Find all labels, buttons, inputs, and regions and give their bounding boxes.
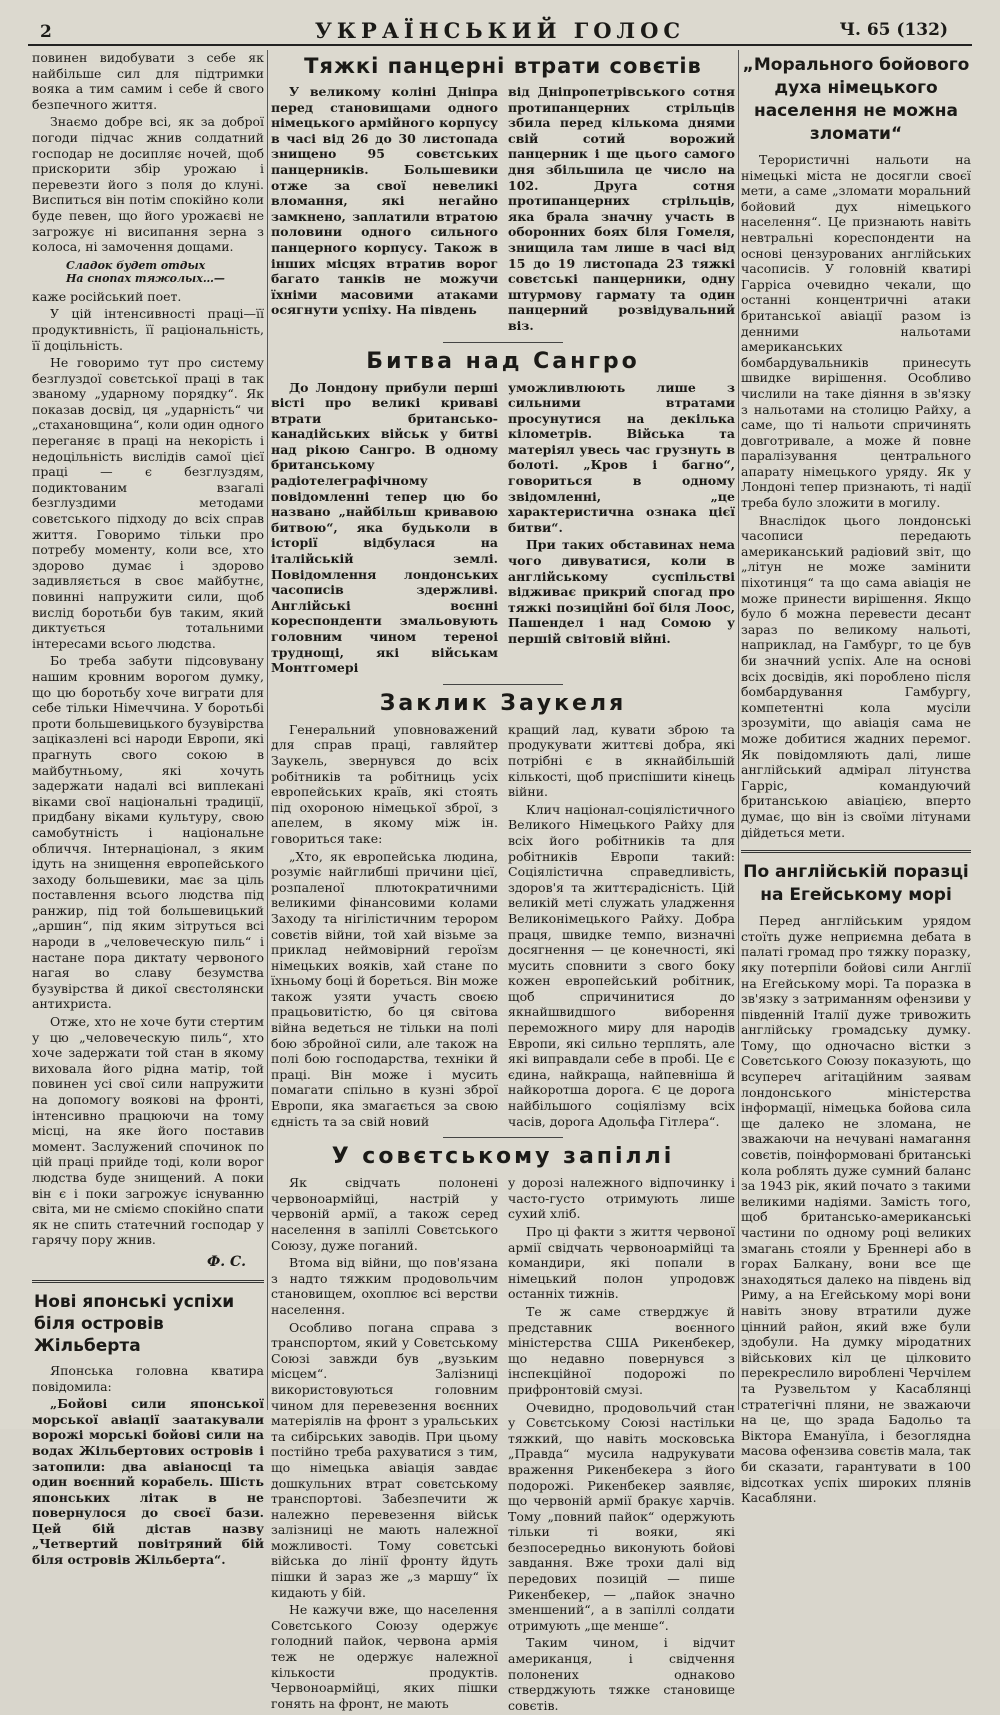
article-paragraph: повинен видобувати з себе як найбільше сил для підтримки вояка а тим самим і себе й свого безпечного життя.: [32, 50, 264, 112]
article-paragraph: Японська головна кватира повідомила:: [32, 1362, 264, 1394]
article-paragraph: Не говоримо тут про систему безглуздої совєтської праці в так званому „ударному порядку“. Як показав досвід, ця „ударність“ чи „стахановщина“, коли один одного переганяє в праці на некорість і недоцільність вислідів самої цієї праці — є безглуздям, подиктованим взагалі безглуздими методами совєтського підходу до всіх справ життя. Говоримо тільки про потребу моменту, коли все, хто здорово думає і здорово задивляється в своє майбутнє, повинні напружити сили, щоб вислід боротьби був таким, який диктується тотальними інтересами всього людства.: [32, 355, 264, 651]
poem-quote: [66, 259, 264, 285]
section-divider: [443, 342, 563, 343]
section-divider: [443, 684, 563, 685]
section-divider: [443, 1137, 563, 1138]
headline-sauckel: Заклик Заукеля: [379, 690, 627, 716]
article-paragraph: У великому коліні Дніпра перед становищами одного німецького армійного корпусу в часі від 26 до 30 листопада знищено 95 совєтських панцерників. Большевики отже за свої невеликі вломання, які негайно замкнено, заплатили втратою половини одного сильного панцерного корпусу. Також в інших місцях втратив ворог багато танків не можучи їхніми масовими атаками осягнути успіху. На південь: [271, 84, 498, 318]
article-soviet-rear: [271, 1175, 735, 1715]
article-paragraph: Втома від війни, що пов'язана з надто тяжким продовольчим становищем, охоплює всі верстви населення.: [271, 1255, 498, 1317]
poem-line: На снопах тяжолых…—: [66, 271, 225, 285]
section-divider: [741, 850, 971, 853]
article-tank-losses: [271, 84, 735, 336]
article-sauckel: [271, 722, 735, 1131]
newspaper-title: УКРАЇНСЬКИЙ ГОЛОС: [314, 18, 686, 43]
article-paragraph: Як свідчать полонені червоноармійці, настрій у червоній армії, а також серед населення в запіллі Совєтського Союзу, дуже поганий.: [271, 1175, 498, 1253]
article-paragraph: Генеральний уповноважений для справ праці, гавляйтер Заукель, звернувся до всіх робітників та робітниць усіх европейських країв, які стоять під охороною німецької зброї, з апелем, в якому між ін. говориться таке:: [271, 721, 498, 846]
article-paragraph: „Хто, як европейська людина, розуміє найглибші причини цієї, розпаленої плютократичними великими фінансовими колами Заходу та нігілістичним терором совєтів війни, той хай візьме за приклад неймовірний героїзм німецьких вояків, хай стане по їхньому боці й бореться. Він може також узяти участь своєю працьовитістю, бо ця світова війна ведеться не тільки на полі бою збройної сили, але також на полі бою господарства, техніки й праці. Він може і мусить помагати спільно в кузні зброї Европи, яка змагається за свою єдність та за свій новий: [271, 848, 498, 1129]
column-right: [741, 50, 971, 1506]
article-paragraph: Очевидно, продовольчий стан у Совєтському Союзі настільки тяжкий, що навіть московська „Правда“ мусила надрукувати враження Рикенбекера з його подорожі. Рикенбекер заявляє, що червоній армії бракує харчів. Тому „повний пайок“ одержують тільки ті вояки, які безпосередньо виконують бойові завдання. Вже трохи далі від передових позицій — пише Рикенбекер, — „пайок значно зменшений“, а в запіллі солдати отримують „ще менше“.: [508, 1399, 735, 1633]
article-paragraph: Клич націонал-соціялістичного Великого Німецького Райху для всіх його робітників та для робітників Европи такий: Соціялістична справедливість, здоров'я та життєрадісність. Цій великій меті служать уладження Великонімецького Райху. Добра праця, швидке темпо, визначні досягнення — це конечності, які мусить сповнити з свого боку кожен европейський робітник, щоб спричинитися до якнайшвидшого виборення переможного миру для народів Европи, які сильно терплять, але які виправдали себе в пробі. Це є єдина, найкраща, найпевніша й найкоротша дорога. Є це дорога найбільшого соціялізму всіх часів, дорога Адольфа Гітлера“.: [508, 801, 735, 1129]
column-left: [32, 50, 265, 1568]
section-divider: [32, 1280, 264, 1283]
article-paragraph: Терористичні нальоти на німецькі міста не досягли своєї мети, а саме „зломати моральний бойовий дух німецького населення“. Це признають навіть невтральні кореспонденти на основі цензурованих англійських часописів. У головній кватирі Гарріса очевидно чекали, що останні концентричні атаки британської авіації разом із денними нальотами американських бомбардувальників принесуть швидке вирішення. Особливо числили на таке діяння в зв'язку з нальотами на столицю Райху, а саме, що ті нальоти спричинять довготривале, а може й повне паралізування центрального апарату німецького уряду. Як у Лондоні тепер признають, ті надії треба було зложити в могилу.: [741, 152, 971, 511]
column-divider: [738, 50, 739, 1410]
article-paragraph: від Дніпропетрівського сотня протипанцерних стрільців збила перед кількома днями свій сотий ворожий панцерник і ще цього самого дня збільшила це число на 102. Друга сотня протипанцерних стрільців, яка брала значну участь в оборонних боях біля Гомеля, знищила там лише в часі від 15 до 19 листопада 23 тяжкі совєтські панцерники, одну штурмову гармату та один панцерний розвідувальний віз.: [508, 84, 735, 333]
headline-tank-losses: Тяжкі панцерні втрати совєтів: [304, 54, 702, 78]
article-paragraph: При таких обставинах нема чого дивуватися, коли в англійському суспільстві відживає прикрий спогад про тяжкі позиційні бої біля Лоос, Пашендел і над Сомою у першій світовій війні.: [508, 537, 735, 646]
article-paragraph: Внаслідок цього лондонські часописи передають американський радіовий звіт, що „літун не може замінити піхотинця“ та що сама авіація не може принести вирішення. Якщо було б можна перевести десант зараз по великому нальоті, наприклад, на Гамбург, то це був би значний успіх. Але на основі всіх досвідів, які поробленo після бомбардування Гамбургу, компетентні кола мусіли зрозуміти, що авіація сама не може добитися жадних перемог. Як повідомляють далі, лише англійський адмірал літунства Гарріс, командуючий британською авіацією, вперто думає, що він із своїми літунами дійдеться мети.: [741, 512, 971, 840]
column-middle: [271, 50, 735, 1713]
article-paragraph: Те ж саме стверджує й представник воєнного міністерства США Рикенбекер, що недавно повернувся з інспекційної подорожі по прифронтовій смузі.: [508, 1303, 735, 1397]
article-paragraph: Бо треба забути підсовувану нашим кровним ворогом думку, що цю боротьбу хоче виграти для себе тільки Німеччина. У боротьбі проти большевицького бузувірства заціказлені всі народи Европи, які прагнуть свого сокою в майбутньому, які хочуть задержати надалі всі виплекані віками свої національні традиції, придбану віками культуру, свою самобутність і національне обличчя. Інтернаціонал, з яким ідуть на знищення европейського заходу большевики, має за ціль поставлення всього людства під ранжир, під той большевицький „аршин“, під яким зітруться всі народи в „человеческую пиль“ і настане пора диктату червоного нагая во славу безумства бузувірства й дикої свєстолянски антихриста.: [32, 653, 264, 1012]
issue-number: Ч. 65 (132): [839, 20, 948, 40]
article-paragraph: кращий лад, кувати зброю та продукувати життєві добра, які потрібні є в якнайбільшій кількості, щоб приспішити кінець війни.: [508, 721, 735, 800]
article-paragraph: Перед англійським урядом стоїть дуже неприємна дебата в палаті громад про тяжку поразку, яку потерпіли бойові сили Англії на Егейському морі. Та поразка в зв'язку з затриманням офензиви у південній Італії дуже тривожить англійську громадську думку. Тому, що одночасно вістки з Совєтського Союзу показують, що всупереч агітаційним заявам лондонського міністерства інформації, німецька бойова сила ще далеко не зломана, не зважаючи на нечувані намагання совєтів, поінформовані британські кола роблять дуже сумний баланс за 1943 рік, який почато з такими великими надіями. Замість того, щоб британсько-американські частини по одному році великих змагань стояли у Бреннері або в горах Балкану, вони все ще знаходяться далеко на південь від Риму, а на Егейському морі вони навіть знову втратили дуже цінний район, який вже були здобули. На думку міродатних військових кіл це цілковито перекреслило вироблені Черчілем та Рузвельтом у Касаблянці стратегічні пляни, не зважаючи на це, що зрада Бадольо та Віктора Емануїла, і безоглядна масова офензива совєтів мала, так би сказати, гарантувати в 100 відсотках успіх широких плянів Касабляни.: [741, 913, 971, 1506]
article-paragraph: Про ці факти з життя червоної армії свідчать червоноармійці та командири, які попали в німецький полон упродовж останніх тижнів.: [508, 1224, 735, 1302]
headline-japan: Нові японські успіхи біля островів Жільберта: [34, 1291, 235, 1356]
article-paragraph: Не кажучи вже, що населення Совєтського Союзу одержує голодний пайок, червона армія теж не одержує належної кількости продуктів. Червоноармійці, яких пішки гонять на фронт, не мають: [271, 1602, 498, 1711]
headline-aegean: По англійській поразці на Егейському морі: [743, 862, 969, 906]
article-paragraph: До Лондону прибули перші вісті про великі криваві втрати британсько-канадійських військ у битві над рікою Сангро. В одному британському радіотелеграфічному повідомленні тепер цю бо названо „найбільш кривавою битвою“, яка будьколи в історії відбулася на італійській землі. Повідомлення лондонських часописів здержливі. Англійські воєнні кореспонденти змальовують головним чином тереноі труднощі, які військам Монтгомері: [271, 379, 498, 676]
headline-soviet-rear: У совєтському запіллі: [331, 1144, 675, 1170]
article-paragraph: Таким чином, і відчит американця, і свідчення полонених однаково стверджують тяжке становище совєтів.: [508, 1635, 735, 1713]
article-paragraph: Знаємо добре всі, як за доброї погоди підчас жнив солдатний господар не досипляє ночей, щоб прискорити збір урожаю і перевезти його з поля до клуні. Виспиться він потім спокійно коли буде певен, що його урожаєві не загрожує ні висипання зерна з колоса, ні замочення дощами.: [32, 114, 265, 255]
page-number: 2: [40, 22, 52, 42]
article-paragraph: „Бойові сили японської морської авіації заатакували ворожі морські бойові сили на водах Жільбертових островів і затопили: два авіаносці та один воєнний корабель. Шість японських літак в не повернулося до своєї бази. Цей бій дістав назву „Четвертий повітряний бій біля островів Жільберта“.: [32, 1396, 264, 1568]
headline-sangro: Битва над Сангро: [366, 348, 640, 374]
column-divider: [267, 50, 268, 1410]
article-paragraph: каже російський поет.: [32, 288, 182, 304]
author-signature: Ф. С.: [206, 1253, 246, 1270]
poem-line: Сладок будет отдых: [66, 258, 206, 272]
article-paragraph: У цій інтенсивності праці—її продуктивність, її раціональність, її доцільність.: [32, 306, 264, 353]
article-sangro: [271, 380, 735, 678]
headline-morale: „Морального бойового духа німецького населення не можна зломати“: [742, 55, 970, 144]
article-paragraph: Особливо погана справа з транспортом, який у Совєтському Союзі завжди був „вузьким місцем“. Залізниці використовуються головним чином для перевезення воєнних матеріялів на фронт з уральських та сибірських заводів. При цьому постійно треба рахуватися з тим, що німецька авіація завдає дошкульних втрат совєтському транспортові. Забезпечити ж належно перевезення військ залізниці не мають належної можливості. Тому совєтські війська до лінії фронту йдуть пішки й зараз же „з маршу“ їх кидають у бій.: [271, 1319, 498, 1600]
article-paragraph: уможливлюють лише з сильними втратами просунутися на декілька кілометрів. Війська та матеріял увесь час грузнуть в болоті. „Кров і багно“, говориться в одному звідомленні, „це характеристична ознака цієї битви“.: [508, 379, 735, 535]
article-paragraph: Отже, хто не хоче бути стертим у цю „человеческую пиль“, хто хоче задержати той стан в якому виховала його рідна матір, той повинен усі свої сили напружити на допомогу воякові на фронті, інтенсивно працюючи на тому місці, на яке його поставив момент. Заслужений спочинок по цій праці прийде тоді, коли ворог людства буде знищений. А поки він є і поки загрожує існуванню світа, ми не сміємо спокійно спати як не спить статечний господар у гарячу пору жнив.: [32, 1014, 264, 1248]
masthead: [28, 14, 972, 46]
article-paragraph: у дорозі належного відпочинку і часто-густо отримують лише сухий хліб.: [508, 1175, 735, 1222]
